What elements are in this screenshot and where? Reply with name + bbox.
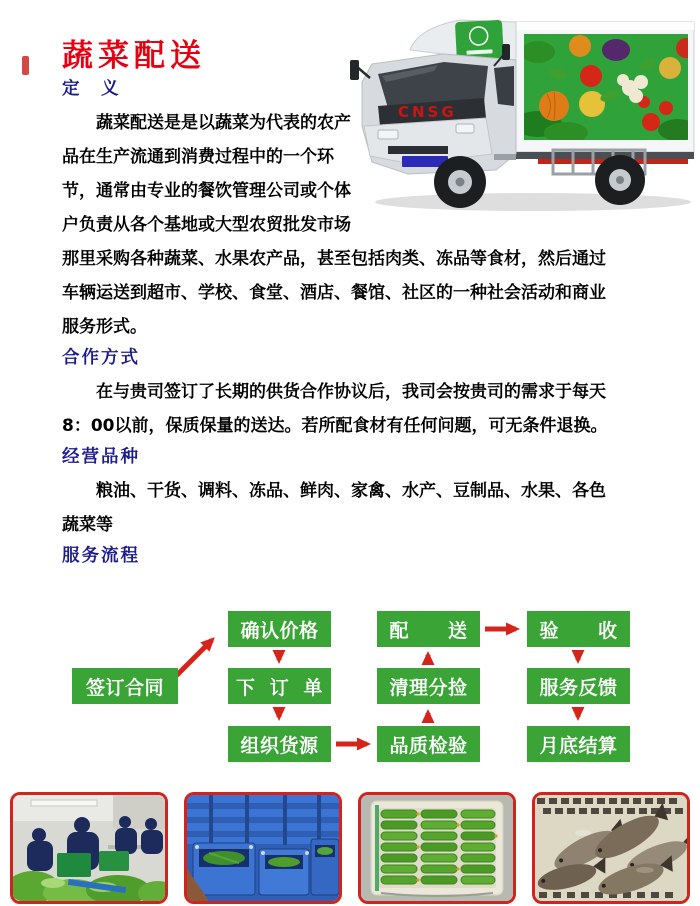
truck-photo	[352, 4, 615, 218]
flow-box-delivery: 配 送	[377, 611, 480, 647]
flow-box-quality-inspection: 品质检验	[377, 726, 480, 762]
right-mirror	[502, 44, 510, 60]
section-definition-body: 蔬菜配送是是以蔬菜为代表的农产品在生产流通到消费过程中的一个环节，通常由专业的餐饮管理公司或个体户负责从各个基地或大型农贸批发市场那里采购各种蔬菜、水果农产品，甚至包括肉类、冻品等食材，然后通过车辆运送到超市、学校、食堂、酒店、餐馆、社区的一种社会活动和商业服务形式。	[62, 113, 606, 337]
workers-sorting-image	[13, 795, 165, 901]
flow-box-acceptance: 验 收	[527, 611, 630, 647]
photo-blue-crates-with-vegetables	[184, 792, 342, 904]
photo-boxed-cucumbers	[358, 792, 516, 904]
fish-image	[535, 795, 687, 901]
left-mirror	[350, 60, 359, 80]
section-cooperation-body: 在与贵司签订了长期的供货合作协议后，我司会按贵司的需求于每天8：00以前，保质保量的送达。若所配食材有任何问题，可无条件退换。	[62, 382, 608, 436]
flow-box-confirm-price: 确认价格	[228, 611, 331, 647]
section-varieties-heading: 经营品种	[62, 447, 140, 467]
section-process-heading: 服务流程	[62, 546, 140, 566]
print-artifact	[22, 56, 29, 75]
flow-box-sorting-cleaning: 清理分捡	[377, 668, 480, 704]
section-varieties-body: 粮油、干货、调料、冻品、鲜肉、家禽、水产、豆制品、水果、各色蔬菜等	[62, 481, 606, 535]
delivery-truck-image	[348, 4, 700, 216]
photo-fresh-fish-in-crate	[532, 792, 690, 904]
flow-box-place-order: 下 订 单	[228, 668, 331, 704]
flow-box-sign-contract: 签订合同	[72, 668, 178, 704]
service-flowchart	[40, 606, 660, 766]
section-definition-heading: 定 义	[62, 79, 121, 99]
flow-box-service-feedback: 服务反馈	[527, 668, 630, 704]
flow-box-monthly-settlement: 月底结算	[527, 726, 630, 762]
truck-brand-text: CNSG	[398, 103, 457, 121]
section-cooperation-heading: 合作方式	[62, 348, 140, 368]
blue-crates-image	[187, 795, 339, 901]
flow-box-organize-supply: 组织货源	[228, 726, 331, 762]
page-title: 蔬菜配送	[62, 38, 206, 74]
photo-workers-sorting-vegetables	[10, 792, 168, 904]
photo-strip	[0, 792, 700, 904]
cucumbers-image	[361, 795, 513, 901]
